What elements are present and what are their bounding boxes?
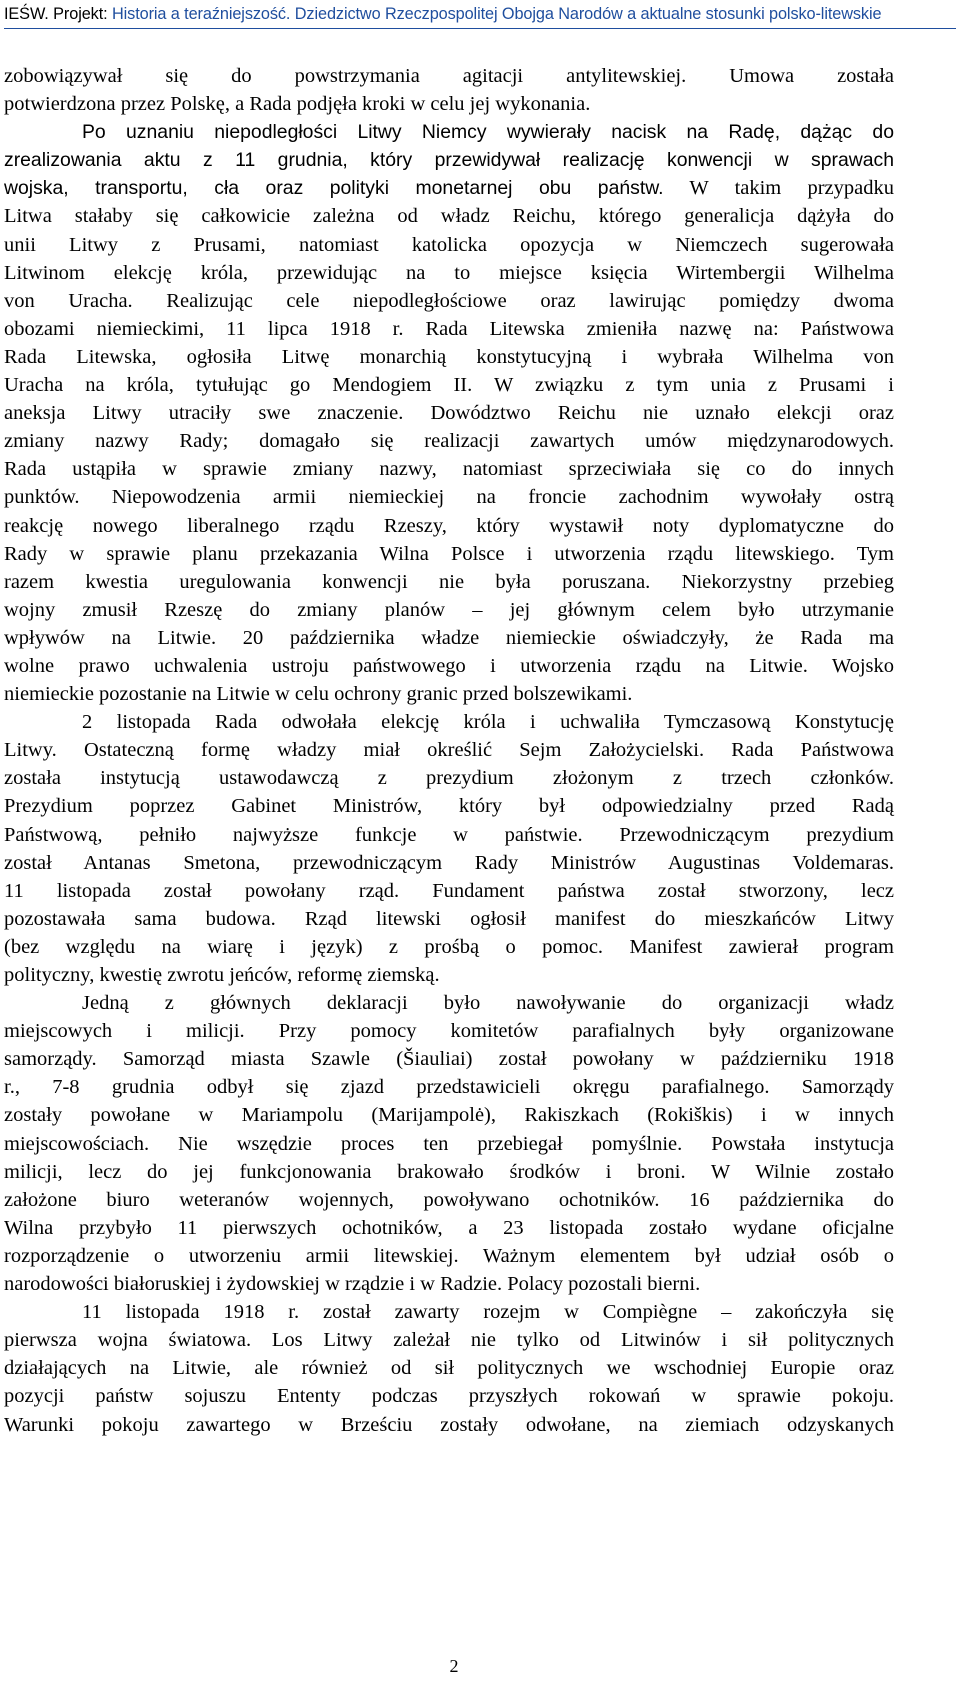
text-line: Państwową, pełniło najwyższe funkcje w państwie. Przewodniczącym prezydium	[4, 823, 894, 846]
text-line: Rada ustąpiła w sprawie zmiany nazwy, natomiast sprzeciwiała się co do innych	[4, 458, 894, 481]
text-line: rozporządzenie o utworzeniu armii litewskiej. Ważnym elementem był udział osób o	[4, 1244, 894, 1267]
text-line: zobowiązywał się do powstrzymania agitacji antylitewskiej. Umowa została	[4, 65, 894, 87]
text-line: 11 listopada został powołany rząd. Fundament państwa został stworzony, lecz	[4, 879, 894, 902]
text-line: zostały powołane w Mariampolu (Marijampolė), Rakiszkach (Rokiškis) i w innych	[4, 1104, 894, 1127]
text-line: miejscowościach. Nie wszędzie proces ten przebiegał pomyślnie. Powstała instytucja	[4, 1132, 894, 1155]
text-line: działających na Litwie, ale również od sił politycznych we wschodniej Europie oraz	[4, 1357, 894, 1380]
text-line: narodowości białoruskiej i żydowskiej w rządzie i w Radzie. Polacy pozostali bierni.	[4, 1273, 701, 1296]
text-line: Rady w sprawie planu przekazania Wilna Polsce i utworzenia rządu litewskiego. Tym	[4, 542, 894, 565]
text-line: pierwsza wojna światowa. Los Litwy zależał nie tylko od Litwinów i sił politycznych	[4, 1329, 894, 1352]
text-line: wojny zmusił Rzeszę do zmiany planów – jej głównym celem było utrzymanie	[4, 598, 894, 621]
text-line-segment: wojska, transportu, cła oraz polityki monetarnej obu państw.	[4, 177, 664, 200]
text-line: Wilna przybyło 11 pierwszych ochotników, a 23 listopada zostało wydane oficjalne	[4, 1216, 894, 1239]
text-line: Litwy. Ostateczną formę władzy miał określić Sejm Założycielski. Rada Państwowa	[4, 739, 894, 762]
text-line	[4, 174, 894, 202]
text-line: miejscowych i milicji. Przy pomocy komitetów parafialnych były organizowane	[4, 1020, 894, 1043]
text-line: Po uznaniu niepodległości Litwy Niemcy wywierały nacisk na Radę, dążąc do	[82, 121, 894, 144]
text-line: Prezydium poprzez Gabinet Ministrów, który był odpowiedzialny przed Radą	[4, 795, 894, 818]
text-line: wolne prawo uchwalenia ustroju państwowego i utworzenia rządu na Litwie. Wojsko	[4, 654, 894, 677]
text-line: Litwa stałaby się całkowicie zależna od władz Reichu, którego generalicja dążyła do	[4, 205, 894, 228]
text-line: Rada Litewska, ogłosiła Litwę monarchią konstytucyjną i wybrała Wilhelma von	[4, 345, 894, 368]
text-line-segment: W takim przypadku	[663, 177, 894, 200]
text-line: został Antanas Smetona, przewodniczącym Rady Ministrów Augustinas Voldemaras.	[4, 851, 894, 874]
text-line: wpływów na Litwie. 20 października władze niemieckie oświadczyły, że Rada ma	[4, 626, 894, 649]
text-line: polityczny, kwestię zwrotu jeńców, reformę ziemską.	[4, 964, 440, 986]
text-line: punktów. Niepowodzenia armii niemieckiej na froncie zachodnim wywołały ostrą	[4, 486, 894, 509]
text-line: 2 listopada Rada odwołała elekcję króla i uchwaliła Tymczasową Konstytucję	[82, 711, 894, 734]
text-line: pozycji państw sojuszu Ententy podczas przyszłych rokowań w sprawie pokoju.	[4, 1385, 894, 1408]
text-line: (bez względu na wiarę i język) z prośbą o pomoc. Manifest zawierał program	[4, 935, 894, 958]
text-line: Uracha na króla, tytułując go Mendogiem II. W związku z tym unia z Prusami i	[4, 374, 894, 397]
text-line: została instytucją ustawodawczą z prezydium złożonym z trzech członków.	[4, 767, 894, 790]
text-line: samorządy. Samorząd miasta Szawle (Šiauliai) został powołany w październiku 1918	[4, 1048, 894, 1071]
text-line: pozostawała sama budowa. Rząd litewski ogłosił manifest do mieszkańców Litwy	[4, 907, 894, 930]
body-text	[4, 62, 894, 1439]
text-line: Warunki pokoju zawartego w Brześciu zostały odwołane, na ziemiach odzyskanych	[4, 1413, 894, 1436]
running-header	[4, 3, 956, 25]
text-line: założone biuro weteranów wojennych, powoływano ochotników. 16 października do	[4, 1188, 894, 1211]
text-line: potwierdzona przez Polskę, a Rada podjęła kroki w celu jej wykonania.	[4, 93, 591, 116]
text-line: Jedną z głównych deklaracji było nawoływanie do organizacji władz	[82, 992, 894, 1015]
text-line: aneksja Litwy utraciły swe znaczenie. Dowództwo Reichu nie uznało elekcji oraz	[4, 402, 894, 425]
header-prefix: IEŚW. Projekt:	[4, 5, 112, 23]
text-line: niemieckie pozostanie na Litwie w celu ochrony granic przed bolszewikami.	[4, 683, 633, 706]
text-line: obozami niemieckimi, 11 lipca 1918 r. Rada Litewska zmieniła nazwę na: Państwowa	[4, 317, 894, 340]
text-line: razem kwestia uregulowania konwencji nie była poruszana. Niekorzystny przebieg	[4, 570, 894, 593]
text-line: Litwinom elekcję króla, przewidując na to miejsce księcia Wirtembergii Wilhelma	[4, 261, 894, 284]
header-rule	[4, 28, 956, 29]
text-line: von Uracha. Realizując cele niepodległościowe oraz lawirując pomiędzy dwoma	[4, 289, 894, 312]
text-line: milicji, lecz do jej funkcjonowania brakowało środków i broni. W Wilnie zostało	[4, 1160, 894, 1183]
page-number: 2	[449, 1656, 459, 1676]
text-line: zmiany nazwy Rady; domagało się realizacji zawartych umów międzynarodowych.	[4, 430, 894, 453]
header-title: Historia a teraźniejszość. Dziedzictwo Rzeczpospolitej Obojga Narodów a aktualne stosunki polsko-litewskie	[111, 5, 882, 23]
text-line: 11 listopada 1918 r. został zawarty rozejm w Compiègne – zakończyła się	[82, 1301, 894, 1324]
text-line: reakcję nowego liberalnego rządu Rzeszy, który wystawił noty dyplomatyczne do	[4, 514, 894, 537]
text-line: zrealizowania aktu z 11 grudnia, który przewidywał realizację konwencji w sprawach	[4, 149, 894, 172]
text-line: unii Litwy z Prusami, natomiast katolicka opozycja w Niemczech sugerowała	[4, 233, 894, 256]
text-line: r., 7-8 grudnia odbył się zjazd przedstawicieli okręgu parafialnego. Samorządy	[4, 1076, 894, 1099]
